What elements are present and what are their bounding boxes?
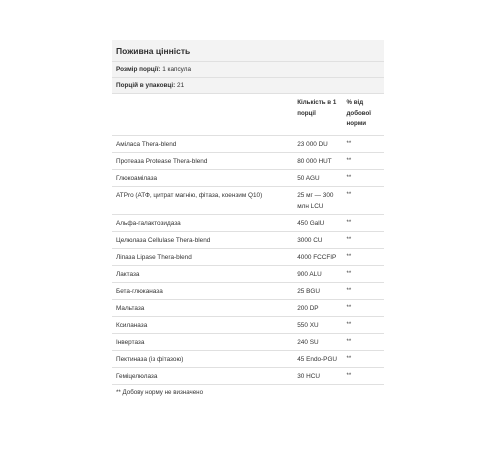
ingredient-daily-value: **	[346, 321, 352, 328]
ingredient-daily-value: **	[346, 270, 352, 277]
footnote: ** Добову норму не визначено	[116, 388, 204, 396]
ingredient-amount: 25 BGU	[297, 287, 320, 295]
ingredient-amount: 50 AGU	[297, 174, 320, 182]
table-row	[112, 334, 384, 351]
ingredient-amount: 200 DP	[297, 304, 319, 312]
header-daily-value: % від добової норми	[346, 99, 372, 127]
ingredient-list	[112, 136, 384, 385]
table-row	[112, 283, 384, 300]
table-row	[112, 153, 384, 170]
ingredient-name: Пектиназа (із фітазою)	[116, 355, 184, 363]
panel-title: Поживна цінність	[112, 40, 384, 62]
ingredient-name: Целюлаза Cellulase Thera-blend	[116, 236, 211, 244]
ingredient-amount: 240 SU	[297, 338, 319, 346]
ingredient-daily-value: **	[346, 253, 352, 260]
ingredient-amount: 30 HCU	[297, 372, 320, 380]
table-row	[112, 368, 384, 385]
header-spacer	[116, 98, 297, 130]
ingredient-amount: 25 мг — 300 млн LCU	[297, 191, 334, 210]
table-row	[112, 232, 384, 249]
ingredient-amount: 900 ALU	[297, 270, 322, 278]
table-row	[112, 317, 384, 334]
servings-label: Порцій в упаковці:	[116, 82, 176, 89]
ingredient-daily-value: **	[346, 287, 352, 294]
ingredient-daily-value: **	[346, 140, 352, 147]
ingredient-name: Альфа-галактозидаза	[116, 219, 181, 227]
ingredient-daily-value: **	[346, 191, 352, 198]
servings-value: 21	[177, 82, 185, 89]
ingredient-daily-value: **	[346, 236, 352, 243]
table-row	[112, 249, 384, 266]
ingredient-name: Протеаза Protease Thera-blend	[116, 157, 208, 165]
header-amount: Кількість в 1 порції	[297, 99, 337, 117]
serving-size-row	[112, 62, 384, 78]
table-row	[112, 215, 384, 232]
ingredient-amount: 45 Endo-PGU	[297, 355, 338, 363]
ingredient-amount: 23 000 DU	[297, 140, 328, 148]
ingredient-name: Лактаза	[116, 270, 140, 278]
ingredient-amount: 80 000 HUT	[297, 157, 332, 165]
ingredient-amount: 3000 CU	[297, 236, 323, 244]
ingredient-name: Бета-глюканаза	[116, 287, 163, 295]
ingredient-name: Ксиланаза	[116, 321, 148, 329]
table-row	[112, 170, 384, 187]
nutrition-facts-panel	[112, 40, 384, 400]
table-row	[112, 351, 384, 368]
ingredient-daily-value: **	[346, 174, 352, 181]
ingredient-daily-value: **	[346, 219, 352, 226]
ingredient-amount: 450 GalU	[297, 219, 325, 227]
ingredient-daily-value: **	[346, 157, 352, 164]
table-row	[112, 136, 384, 153]
table-header	[112, 94, 384, 136]
serving-size-label: Розмір порції:	[116, 66, 161, 73]
ingredient-amount: 550 XU	[297, 321, 319, 329]
table-row	[112, 300, 384, 317]
ingredient-name: Аміласа Thera-blend	[116, 140, 177, 148]
ingredient-amount: 4000 FCCFIP	[297, 253, 337, 261]
ingredient-daily-value: **	[346, 304, 352, 311]
ingredient-name: Геміцелюлаза	[116, 372, 158, 380]
ingredient-name: Інвертаза	[116, 338, 145, 346]
ingredient-name: ATPro (АТФ, цитрат магнію, фітаза, коензим Q10)	[116, 191, 263, 199]
ingredient-daily-value: **	[346, 338, 352, 345]
ingredient-daily-value: **	[346, 355, 352, 362]
ingredient-daily-value: **	[346, 372, 352, 379]
servings-per-container-row	[112, 78, 384, 94]
serving-size-value: 1 капсула	[162, 66, 192, 73]
table-row	[112, 266, 384, 283]
ingredient-name: Ліпаза Lipase Thera-blend	[116, 253, 192, 261]
table-row	[112, 187, 384, 215]
ingredient-name: Мальтаза	[116, 304, 145, 312]
ingredient-name: Глюкоамілаза	[116, 174, 158, 182]
